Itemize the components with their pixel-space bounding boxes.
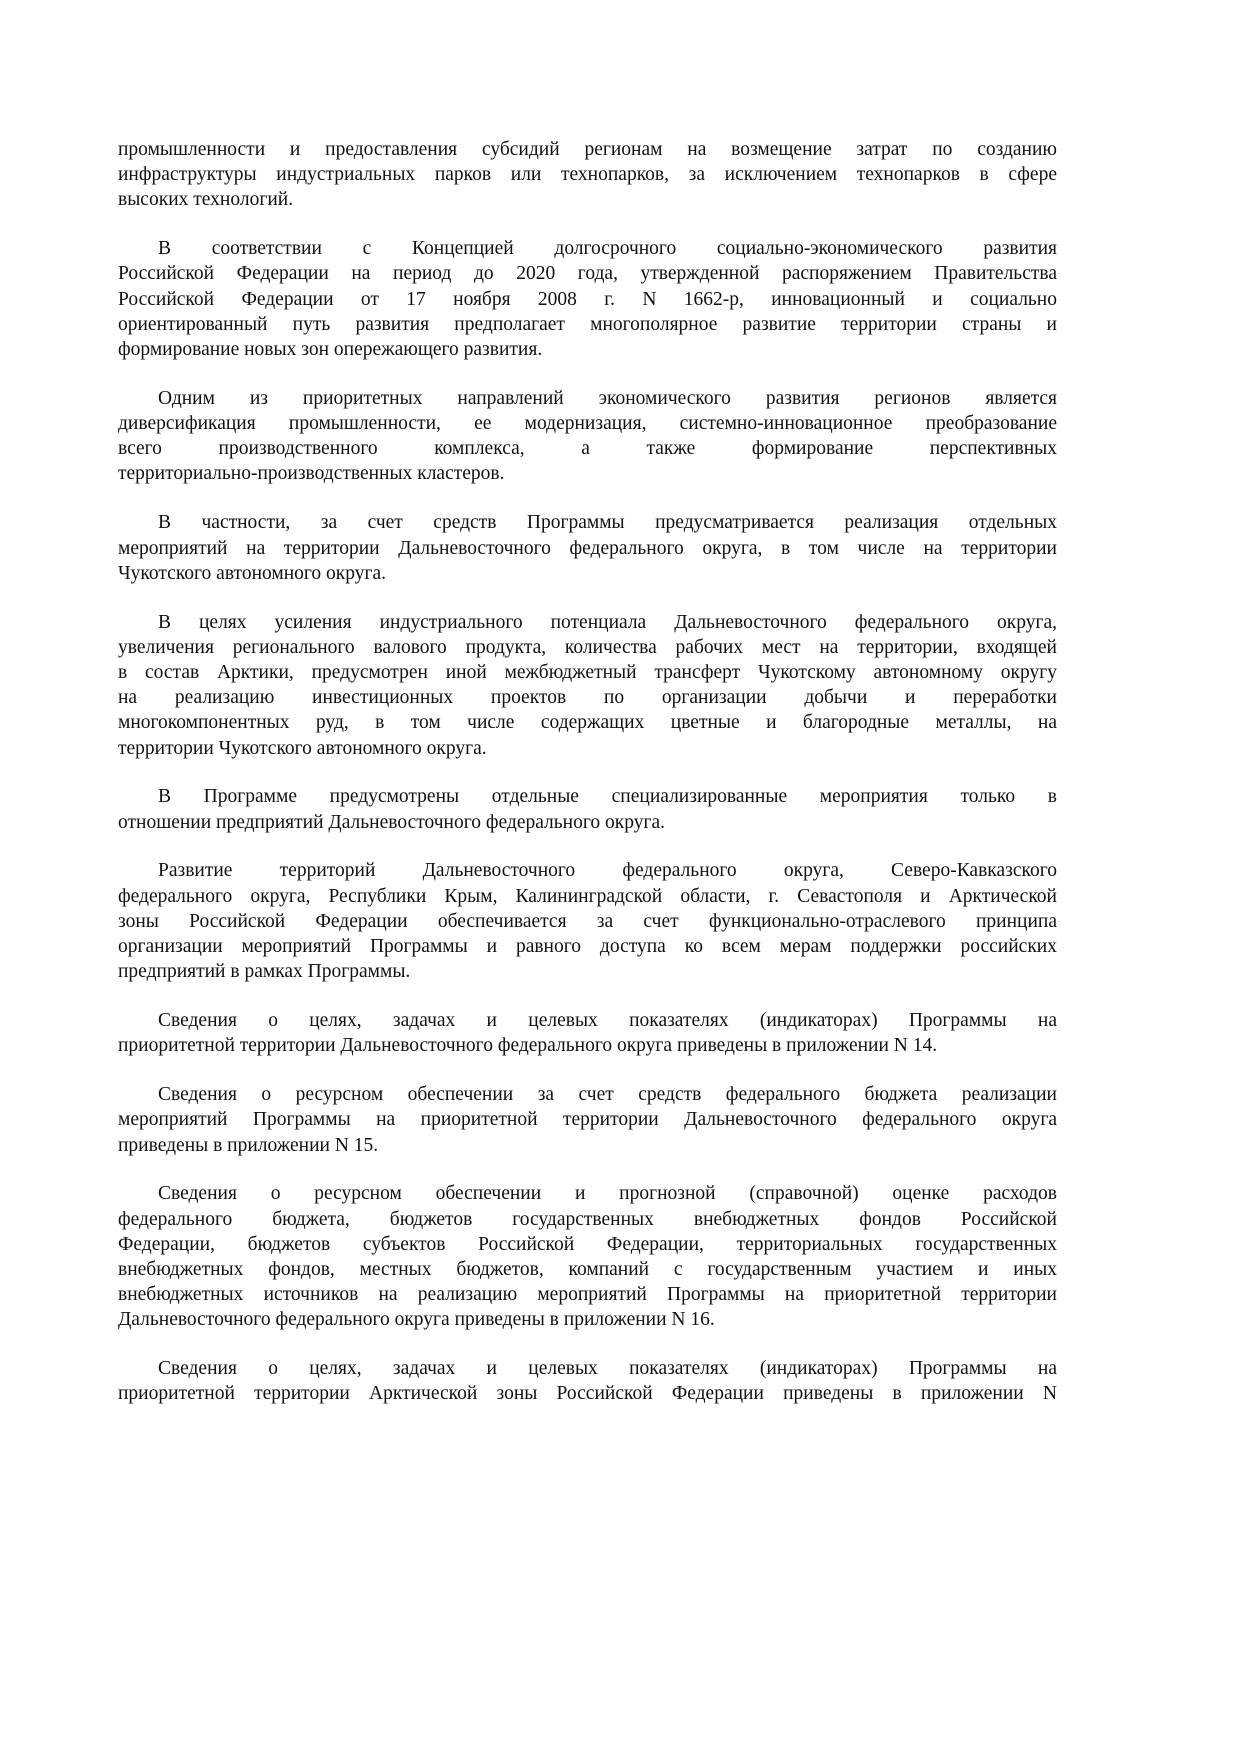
text-line: высоких технологий. [118, 189, 294, 211]
text-line: Чукотского автономного округа. [118, 562, 387, 584]
text-line: федерального бюджета, бюджетов государственных внебюджетных фондов Российской [118, 1208, 1057, 1230]
text-line: территории Чукотского автономного округа. [118, 737, 487, 759]
text-line: федерального округа, Республики Крым, Калининградской области, г. Севастополя и Арктической [118, 885, 1057, 907]
text-line: приоритетной территории Арктической зоны Российской Федерации приведены в приложении N [118, 1383, 1057, 1405]
text-line: на реализацию инвестиционных проектов по организации добычи и переработки [118, 687, 1057, 709]
text-line: многокомпонентных руд, в том числе содержащих цветные и благородные металлы, на [118, 712, 1057, 734]
paragraph [118, 610, 1057, 761]
document-page [118, 137, 1057, 1430]
paragraph [118, 386, 1057, 487]
paragraph [118, 1082, 1057, 1158]
text-line: Российской Федерации на период до 2020 года, утвержденной распоряжением Правительства [118, 263, 1057, 285]
paragraph [118, 784, 1057, 834]
text-line: Федерации, бюджетов субъектов Российской Федерации, территориальных государственных [118, 1233, 1057, 1255]
text-line: предприятий в рамках Программы. [118, 961, 411, 983]
text-line: Сведения о ресурсном обеспечении за счет средств федерального бюджета реализации [158, 1084, 1057, 1106]
text-line: промышленности и предоставления субсидий регионам на возмещение затрат по созданию [118, 139, 1057, 160]
text-line: отношении предприятий Дальневосточного федерального округа. [118, 811, 665, 833]
text-line: внебюджетных источников на реализацию мероприятий Программы на приоритетной территории [118, 1284, 1057, 1306]
text-line: Российской Федерации от 17 ноября 2008 г. N 1662-р, инновационный и социально [118, 288, 1057, 310]
text-line: В Программе предусмотрены отдельные специализированные мероприятия только в [158, 786, 1057, 808]
paragraph [118, 1008, 1057, 1058]
text-line: в состав Арктики, предусмотрен иной межбюджетный трансферт Чукотскому автономному округу [118, 661, 1057, 683]
paragraph [118, 1356, 1057, 1406]
text-line: организации мероприятий Программы и равного доступа ко всем мерам поддержки российских [118, 936, 1057, 957]
paragraph [118, 137, 1057, 213]
paragraph [118, 1181, 1057, 1332]
paragraph [118, 510, 1057, 586]
text-line: Дальневосточного федерального округа приведены в приложении N 16. [118, 1309, 715, 1331]
text-line: формирование новых зон опережающего развития. [118, 339, 543, 360]
text-line: приоритетной территории Дальневосточного федерального округа приведены в приложении N 14. [118, 1035, 938, 1057]
text-line: В соответствии с Концепцией долгосрочного социально-экономического развития [158, 238, 1057, 260]
text-line: В целях усиления индустриального потенциала Дальневосточного федерального округа, [158, 611, 1057, 633]
text-line: зоны Российской Федерации обеспечивается за счет функционально-отраслевого принципа [118, 910, 1057, 932]
text-line: всего производственного комплекса, а также формирование перспективных [118, 438, 1057, 460]
text-line: ориентированный путь развития предполагает многополярное развитие территории страны и [118, 313, 1057, 335]
text-line: диверсификация промышленности, ее модернизация, системно-инновационное преобразование [118, 413, 1057, 435]
text-line: Сведения о ресурсном обеспечении и прогнозной (справочной) оценке расходов [158, 1183, 1057, 1205]
text-line: Сведения о целях, задачах и целевых показателях (индикаторах) Программы на [158, 1358, 1057, 1380]
text-line: инфраструктуры индустриальных парков или технопарков, за исключением технопарков в сфере [118, 164, 1057, 186]
text-line: В частности, за счет средств Программы предусматривается реализация отдельных [158, 512, 1057, 534]
text-line: Развитие территорий Дальневосточного федерального округа, Северо-Кавказского [158, 860, 1057, 882]
text-line: мероприятий Программы на приоритетной территории Дальневосточного федерального округа [118, 1109, 1057, 1131]
text-line: Сведения о целях, задачах и целевых показателях (индикаторах) Программы на [158, 1010, 1057, 1032]
text-line: территориально-производственных кластеров. [118, 463, 505, 485]
text-line: приведены в приложении N 15. [118, 1134, 379, 1156]
text-line: внебюджетных фондов, местных бюджетов, компаний с государственным участием и иных [118, 1258, 1057, 1280]
paragraph [118, 858, 1057, 984]
text-line: Одним из приоритетных направлений экономического развития регионов является [158, 387, 1057, 409]
text-line: мероприятий на территории Дальневосточного федерального округа, в том числе на территории [118, 537, 1057, 559]
paragraph [118, 236, 1057, 362]
text-line: увеличения регионального валового продукта, количества рабочих мест на территории, входящей [118, 636, 1057, 658]
